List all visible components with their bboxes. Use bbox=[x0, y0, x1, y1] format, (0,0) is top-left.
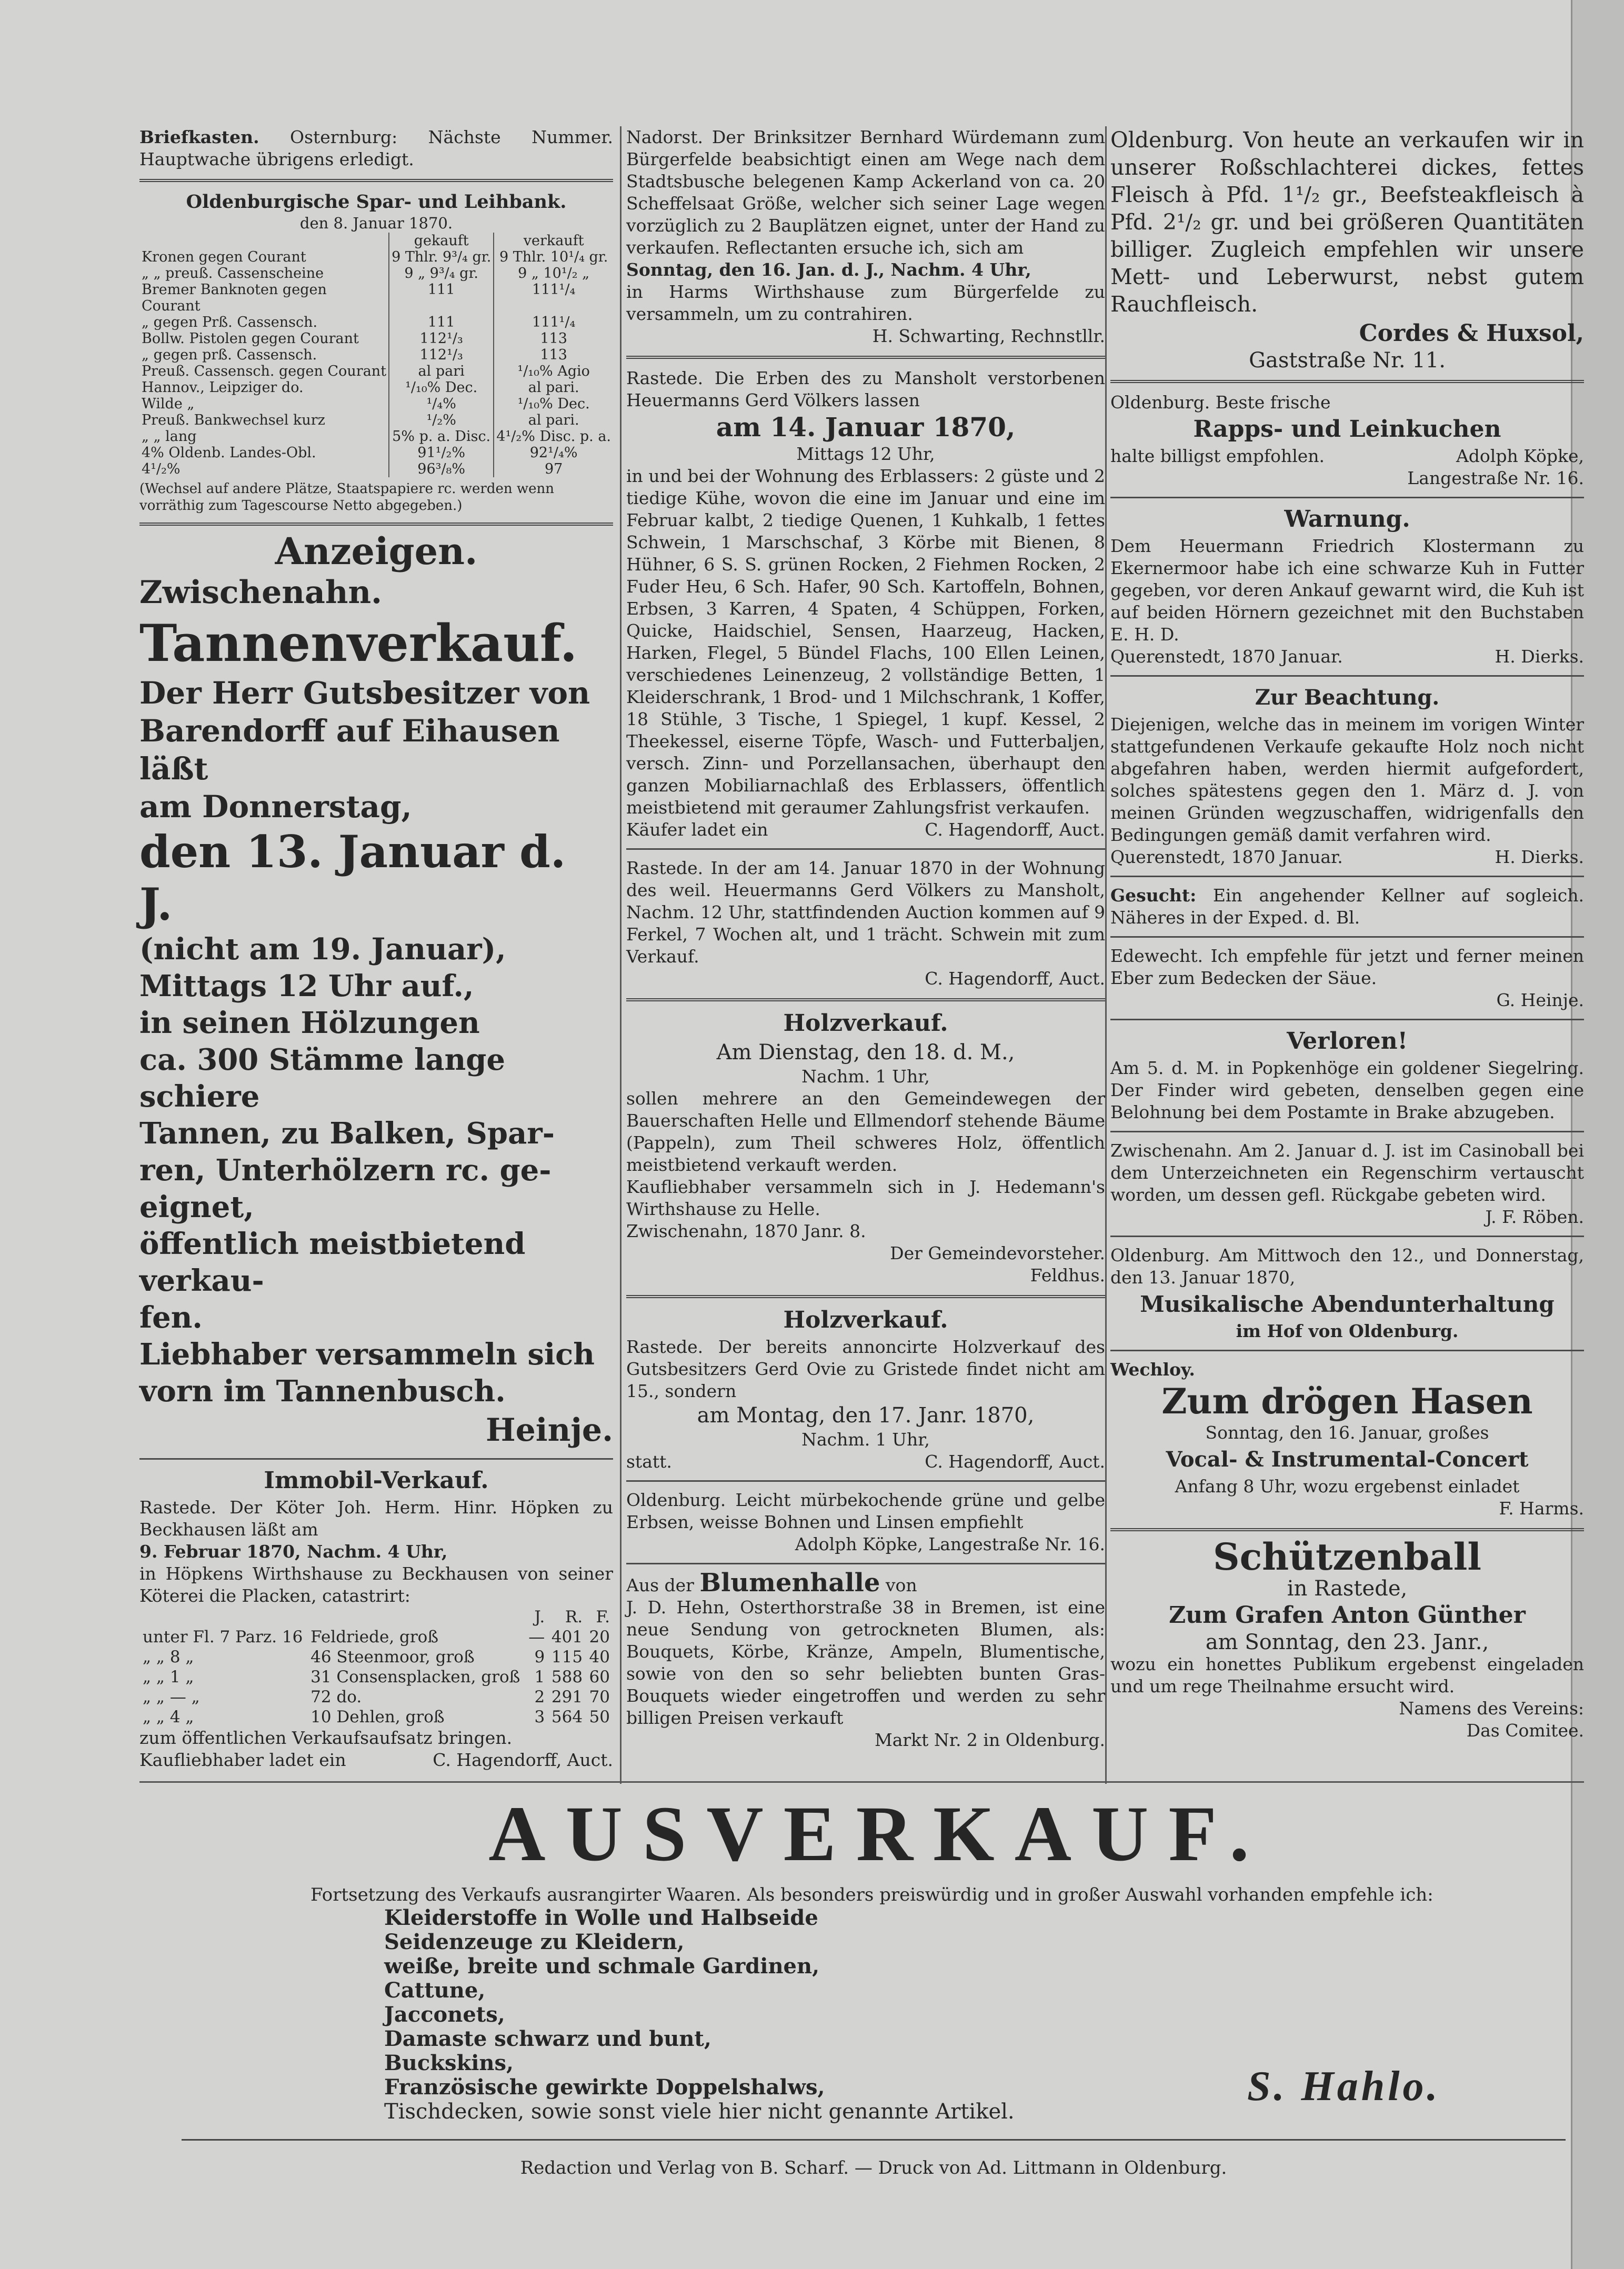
rate-name: „ gegen prß. Cassensch. bbox=[142, 347, 317, 363]
tannen-line: Liebhaber versammeln sich bbox=[139, 1337, 595, 1372]
rate-name: Wilde „ bbox=[142, 396, 195, 412]
rate-name: 4¹/₂% bbox=[142, 461, 181, 477]
tannen-line: fen. bbox=[139, 1300, 203, 1335]
table-row bbox=[139, 347, 613, 363]
holz2-footer bbox=[626, 1451, 1105, 1473]
table-row bbox=[139, 445, 613, 461]
rate-name: 4% Oldenb. Landes-Obl. bbox=[142, 445, 316, 461]
ball-text: wozu ein honettes Publikum ergebenst eingeladen und um rege Theilnahme ersucht wird. bbox=[1110, 1654, 1584, 1696]
table-row bbox=[139, 1647, 613, 1667]
divider bbox=[626, 1295, 1105, 1298]
briefkasten-label: Briefkasten. bbox=[139, 127, 259, 147]
erbsen-signature: Adolph Köpke, Langestraße Nr. 16. bbox=[795, 1534, 1105, 1554]
rate-bought: 112¹/₃ bbox=[389, 330, 494, 347]
table-row bbox=[139, 428, 613, 445]
table-row bbox=[139, 396, 613, 412]
rapps-address: Langestraße Nr. 16. bbox=[1407, 468, 1584, 488]
bank-date: den 8. Januar 1870. bbox=[299, 214, 453, 232]
warnung-text: Dem Heuermann Friedrich Klostermann zu Ekernermoor habe ich eine schwarze Kuh in Futter gegeben, vor deren Ankauf gewarnt wird, die Kuh ist auf beiden Hörnern gezeichnet mit den Buchstaben E. H. D. bbox=[1110, 536, 1584, 645]
table-row bbox=[139, 1687, 613, 1707]
rastede1-footer bbox=[626, 819, 1105, 841]
verloren-text: Am 5. d. M. in Popkenhöge ein goldener Siegelring. Der Finder wird gebeten, denselben gegen eine Belohnung bei dem Postamte in Brake abzugeben. bbox=[1110, 1058, 1584, 1122]
table-row bbox=[139, 282, 613, 314]
column-2 bbox=[626, 126, 1105, 1751]
lot-f: 20 bbox=[589, 1628, 610, 1646]
bank-title: Oldenburgische Spar- und Leihbank. bbox=[186, 191, 567, 213]
immobil-text2: in Höpkens Wirthshause zu Beckhausen von seiner Köterei die Placken, catastrirt: bbox=[139, 1563, 613, 1606]
holz2-text: Rastede. Der bereits annoncirte Holzverkauf des Gutsbesitzers Gerd Ovie zu Gristede findet nicht am 15., sondern bbox=[626, 1337, 1105, 1401]
rastede2-signature: C. Hagendorff, Auct. bbox=[925, 968, 1105, 989]
rapps-pre: Oldenburg. Beste frische bbox=[1110, 392, 1331, 413]
rastede1-signature: C. Hagendorff, Auct. bbox=[925, 819, 1105, 840]
rate-name: „ „ lang bbox=[142, 428, 197, 445]
bank-rates-table bbox=[139, 233, 613, 477]
blumen-text: J. D. Hehn, Osterthorstraße 38 in Bremen, ist eine neue Sendung von getrockneten Blumen, als: Bouquets, Körbe, Kränze, Ampeln, Blumentische, sowie von den so sehr beliebten bunten Gras-Bouquets wieder eingetroffen und werden zu sehr billigen Preisen verkauft bbox=[626, 1597, 1105, 1728]
divider bbox=[139, 1458, 613, 1460]
fleisch-signature: Cordes & Huxsol, bbox=[1359, 320, 1584, 347]
column-1 bbox=[139, 126, 613, 1771]
schirm-signature: J. F. Röben. bbox=[1485, 1207, 1584, 1227]
blumen-pre: Aus der bbox=[626, 1575, 694, 1595]
footer-imprint: Redaction und Verlag von B. Scharf. — Druck von Ad. Littmann in Oldenburg. bbox=[520, 2157, 1227, 2178]
rate-name: Preuß. Bankwechsel kurz bbox=[142, 412, 325, 428]
ball-date: am Sonntag, den 23. Janr., bbox=[1205, 1630, 1489, 1654]
blumen-post: von bbox=[885, 1575, 917, 1595]
holz1-date2: Zwischenahn, 1870 Janr. 8. bbox=[626, 1221, 866, 1241]
divider bbox=[139, 1781, 1584, 1783]
lot-parcel: unter Fl. 7 Parz. 16 bbox=[143, 1628, 303, 1646]
holz2-date: am Montag, den 17. Janr. 1870, bbox=[697, 1403, 1035, 1428]
ausverkauf-item: Jacconets, bbox=[384, 2002, 505, 2027]
rate-sold: 97 bbox=[494, 461, 613, 477]
column-3 bbox=[1110, 126, 1584, 1742]
lot-j: 3 bbox=[534, 1708, 545, 1726]
gesucht bbox=[1110, 885, 1584, 929]
rate-bought: 9 „ 9³/₄ gr. bbox=[389, 265, 494, 282]
rastede1-time: Mittags 12 Uhr, bbox=[796, 444, 935, 464]
table-row bbox=[139, 249, 613, 265]
holz2-title: Holzverkauf. bbox=[783, 1307, 948, 1333]
erbsen-text: Oldenburg. Leicht mürbekochende grüne und gelbe Erbsen, weisse Bohnen und Linsen empfiehlt bbox=[626, 1490, 1105, 1532]
table-row bbox=[139, 314, 613, 330]
divider bbox=[1110, 675, 1584, 677]
lot-j: 2 bbox=[534, 1688, 545, 1706]
rate-sold: 9 „ 10¹/₂ „ bbox=[494, 265, 613, 282]
tannen-line: in seinen Hölzungen bbox=[139, 1006, 480, 1040]
lot-name: Feldriede, groß bbox=[310, 1628, 439, 1646]
holz1-date: Am Dienstag, den 18. d. M., bbox=[716, 1040, 1015, 1065]
warnung-footer bbox=[1110, 646, 1584, 668]
table-header bbox=[139, 233, 613, 249]
divider bbox=[1110, 380, 1584, 383]
rastede1-body: in und bei der Wohnung des Erblassers: 2 güste und 2 tiedige Kühe, wovon die eine im Januar und eine im Februar kalbt, 2 tiedige Quenen, 1 Kuhkalb, 1 fettes Schwein, 1 Marschschaf, 3 Körbe mit Bienen, 8 Hühner, 6 S. S. grünen Rocken, 2 Fiehmen Rocken, 2 Fuder Heu, 6 Sch. Hafer, 90 Sch. Kartoffeln, Bohnen, Erbsen, 3 Karren, 4 Spaten, 4 Schüppen, Forken, Quicke, Haidschiel, Sensen, Haarzeug, Hacken, Harken, Flegel, 5 Bündel Flachs, 100 Ellen Leinen, verschiedenes Leinenzeug, 2 vollständige Betten, 1 Kleiderschrank, 1 Brod- und 1 Milchschrank, 1 Koffer, 18 Stühle, 3 Tische, 1 Spiegel, 1 kupf. Kessel, 2 Theekessel, eiserne Töpfe, Wasch- und Futterbaljen, versch. Zinn- und Porzellansachen, überhaupt den ganzen Mobiliarnachlaß des Erblassers, öffentlich meistbietend mit geraumer Zahlungsfrist verkaufen. bbox=[626, 466, 1105, 818]
rate-name: Kronen gegen Courant bbox=[142, 249, 306, 265]
lot-r: 588 bbox=[551, 1668, 583, 1686]
immobil-text3: zum öffentlichen Verkaufsaufsatz bringen. bbox=[139, 1728, 513, 1748]
beachtung-title: Zur Beachtung. bbox=[1255, 685, 1440, 710]
rapps-signature: Adolph Köpke, bbox=[1456, 446, 1584, 466]
musik-place: im Hof von Oldenburg. bbox=[1236, 1321, 1459, 1341]
col-bought: gekauft bbox=[389, 233, 494, 249]
gesucht-text: Ein angehender Kellner auf sogleich. Näheres in der Exped. d. Bl. bbox=[1110, 885, 1584, 928]
holz1-signature: Der Gemeindevorsteher. bbox=[890, 1243, 1105, 1263]
rapps-footer bbox=[1110, 445, 1584, 467]
rate-bought: 96³/₈% bbox=[389, 461, 494, 477]
holz2-time: Nachm. 1 Uhr, bbox=[801, 1429, 930, 1450]
rate-bought: ¹/₄% bbox=[389, 396, 494, 412]
ausverkauf-item: Damaste schwarz und bunt, bbox=[384, 2026, 711, 2051]
eber-signature: G. Heinje. bbox=[1496, 990, 1584, 1010]
lot-parcel: „ „ 4 „ bbox=[143, 1708, 194, 1726]
bank-note: (Wechsel auf andere Plätze, Staatspapiere rc. werden wenn vorräthig zum Tagescourse Netto abgegeben.) bbox=[139, 481, 554, 514]
nadorst-signature: H. Schwarting, Rechnstllr. bbox=[872, 326, 1105, 346]
holz1-text2: Kaufliebhaber versammeln sich in J. Hedemann's Wirthshause zu Helle. bbox=[626, 1177, 1105, 1219]
lot-r: 564 bbox=[551, 1708, 583, 1726]
rapps-left: halte billigst empfohlen. bbox=[1110, 446, 1325, 466]
rate-sold: 92¹/₄% bbox=[494, 445, 613, 461]
fleisch-address: Gaststraße Nr. 11. bbox=[1249, 348, 1446, 373]
rate-sold: al pari. bbox=[494, 379, 613, 396]
rate-name: Bremer Banknoten gegen Courant bbox=[142, 282, 327, 314]
lot-j: — bbox=[528, 1628, 545, 1646]
divider bbox=[626, 998, 1105, 1001]
col-r: R. bbox=[565, 1608, 583, 1627]
beachtung-footer bbox=[1110, 846, 1584, 868]
divider bbox=[626, 1563, 1105, 1564]
divider bbox=[626, 356, 1105, 359]
rate-sold: ¹/₁₀% Dec. bbox=[494, 396, 613, 412]
ball-signature: Namens des Vereins: bbox=[1399, 1698, 1584, 1719]
tannen-date: den 13. Januar d. J. bbox=[139, 826, 566, 930]
ball-venue: Zum Grafen Anton Günther bbox=[1169, 1602, 1526, 1629]
lot-j: 1 bbox=[534, 1668, 545, 1686]
lot-r: 401 bbox=[551, 1628, 583, 1646]
divider bbox=[1110, 1131, 1584, 1132]
ausverkauf-item: Cattune, bbox=[384, 1978, 486, 2003]
tannen-line: ren, Unterhölzern rc. ge- bbox=[139, 1153, 552, 1188]
ausverkauf-item: weiße, breite und schmale Gardinen, bbox=[384, 1954, 819, 1979]
lot-name: 31 Consensplacken, groß bbox=[310, 1668, 520, 1686]
briefkasten-text: Osternburg: Nächste Nummer. Hauptwache übrigens erledigt. bbox=[139, 127, 613, 169]
hasen-time: Anfang 8 Uhr, wozu ergebenst einladet bbox=[1175, 1476, 1520, 1497]
ball-title: Schützenball bbox=[1213, 1535, 1481, 1579]
lot-f: 40 bbox=[589, 1648, 610, 1666]
rate-bought: ¹/₂% bbox=[389, 412, 494, 428]
musik-text: Oldenburg. Am Mittwoch den 12., und Donnerstag, den 13. Januar 1870, bbox=[1110, 1245, 1584, 1288]
hasen-title2: Vocal- & Instrumental-Concert bbox=[1166, 1447, 1529, 1472]
ausverkauf-item: Kleiderstoffe in Wolle und Halbseide bbox=[384, 1905, 818, 1930]
immobil-footer bbox=[139, 1749, 613, 1771]
tannen-line: ca. 300 Stämme lange schiere bbox=[139, 1042, 506, 1114]
tannen-line: Tannen, zu Balken, Spar- bbox=[139, 1116, 555, 1151]
tannen-place: Zwischenahn. bbox=[139, 574, 382, 611]
col-f: F. bbox=[596, 1608, 610, 1627]
col-j: J. bbox=[534, 1608, 545, 1627]
ausverkauf-intro: Fortsetzung des Verkaufs ausrangirter Waaren. Als besonders preiswürdig und in großer Auswahl vorhanden empfehle ich: bbox=[310, 1884, 1433, 1905]
divider bbox=[1110, 936, 1584, 938]
tannen-signature: Heinje. bbox=[485, 1412, 613, 1449]
rate-sold: 4¹/₂% Disc. p. a. bbox=[494, 428, 613, 445]
divider bbox=[1110, 1528, 1584, 1531]
table-row bbox=[139, 412, 613, 428]
rate-bought: ¹/₁₀% Dec. bbox=[389, 379, 494, 396]
blumen-signature: Markt Nr. 2 in Oldenburg. bbox=[874, 1730, 1105, 1750]
table-row bbox=[139, 1707, 613, 1727]
table-row bbox=[139, 461, 613, 477]
divider bbox=[626, 848, 1105, 850]
tannen-line: öffentlich meistbietend verkau- bbox=[139, 1227, 526, 1298]
immobil-date: 9. Februar 1870, Nachm. 4 Uhr, bbox=[139, 1541, 448, 1562]
lot-f: 50 bbox=[589, 1708, 610, 1726]
divider bbox=[1110, 876, 1584, 877]
hasen-signature: F. Harms. bbox=[1499, 1498, 1584, 1519]
immobil-text: Rastede. Der Köter Joh. Herm. Hinr. Höpken zu Beckhausen läßt am bbox=[139, 1497, 613, 1540]
rastede1-footer-left: Käufer ladet ein bbox=[626, 819, 768, 840]
holz1-signature2: Feldhus. bbox=[1030, 1265, 1105, 1286]
anzeigen-heading: Anzeigen. bbox=[275, 529, 478, 573]
beachtung-place: Querenstedt, 1870 Januar. bbox=[1110, 847, 1343, 867]
rate-sold: 113 bbox=[494, 330, 613, 347]
col-sold: verkauft bbox=[494, 233, 613, 249]
rate-name: „ „ preuß. Cassenscheine bbox=[142, 265, 324, 282]
footer-rule bbox=[182, 2139, 1566, 2141]
divider bbox=[139, 523, 613, 526]
table-row bbox=[139, 265, 613, 282]
tannen-title: Tannenverkauf. bbox=[139, 614, 578, 673]
rate-bought: 9 Thlr. 9³/₄ gr. bbox=[389, 249, 494, 265]
blumen-heading bbox=[626, 1568, 1105, 1598]
tannen-line: Mittags 12 Uhr auf., bbox=[139, 969, 474, 1003]
rate-bought: al pari bbox=[389, 363, 494, 379]
table-row bbox=[139, 1627, 613, 1647]
divider bbox=[1110, 1350, 1584, 1351]
musik-title: Musikalische Abendunterhaltung bbox=[1140, 1291, 1555, 1317]
lot-j: 9 bbox=[534, 1648, 545, 1666]
rate-name: „ gegen Prß. Cassensch. bbox=[142, 314, 318, 330]
bank-table-block bbox=[139, 190, 613, 514]
rastede1-text: Rastede. Die Erben des zu Mansholt verstorbenen Heuermanns Gerd Völkers lassen bbox=[626, 368, 1105, 410]
ausverkauf-signature: S. Hahlo. bbox=[1247, 2063, 1441, 2110]
tannen-line: eignet, bbox=[139, 1190, 254, 1224]
tannen-line: am Donnerstag, bbox=[139, 789, 412, 825]
lot-parcel: „ „ 8 „ bbox=[143, 1648, 194, 1666]
rate-sold: 9 Thlr. 10¹/₄ gr. bbox=[494, 249, 613, 265]
table-row bbox=[139, 363, 613, 379]
holz2-footer-left: statt. bbox=[626, 1451, 672, 1472]
fleisch-text: Oldenburg. Von heute an verkaufen wir in unserer Roßschlachterei dickes, fettes Fleisch à Pfd. 1¹/₂ gr., Beefsteakfleisch à Pfd. 2¹/₂ gr. und bei größeren Quantitäten billiger. Zugleich empfehlen wir unsere Mett- und Leberwurst, nebst gutem Rauchfleisch. bbox=[1110, 127, 1584, 317]
rate-sold: ¹/₁₀% Agio bbox=[494, 363, 613, 379]
lot-f: 60 bbox=[589, 1668, 610, 1686]
rate-name: Bollw. Pistolen gegen Courant bbox=[142, 330, 359, 347]
divider bbox=[1110, 1019, 1584, 1020]
lot-r: 291 bbox=[551, 1688, 583, 1706]
tannen-line: Barendorff auf Eihausen läßt bbox=[139, 713, 560, 787]
lot-name: 46 Steenmoor, groß bbox=[310, 1648, 475, 1666]
warnung-signature: H. Dierks. bbox=[1495, 646, 1584, 667]
rastede1-date: am 14. Januar 1870, bbox=[716, 411, 1016, 443]
hasen-text: Sonntag, den 16. Januar, großes bbox=[1205, 1422, 1489, 1443]
warnung-title: Warnung. bbox=[1284, 506, 1410, 533]
nadorst-date: Sonntag, den 16. Jan. d. J., Nachm. 4 Uhr, bbox=[626, 259, 1031, 280]
nadorst-text2: in Harms Wirthshause zum Bürgerfelde zu versammeln, um zu contrahiren. bbox=[626, 282, 1105, 324]
schirm-text: Zwischenahn. Am 2. Januar d. J. ist im Casinoball bei dem Unterzeichneten ein Regenschirm vertauscht worden, um dessen gefl. Rückgabe gebeten wird. bbox=[1110, 1140, 1584, 1205]
rate-bought: 5% p. a. Disc. bbox=[389, 428, 494, 445]
lot-r: 115 bbox=[551, 1648, 583, 1666]
ball-place: in Rastede, bbox=[1287, 1577, 1408, 1601]
verloren-title: Verloren! bbox=[1287, 1028, 1408, 1055]
lot-name: 72 do. bbox=[310, 1688, 362, 1706]
ausverkauf-item: Buckskins, bbox=[384, 2051, 514, 2075]
rate-sold: 113 bbox=[494, 347, 613, 363]
ausverkauf-title: AUSVERKAUF. bbox=[488, 1790, 1269, 1878]
beachtung-text: Diejenigen, welche das in meinem im vorigen Winter stattgefundenen Verkaufe gekaufte Holz noch nicht abgefahren haben, werden hiermit aufgefordert, solches spätestens gegen den 1. März d. J. von meinen Gründen wegzuschaffen, widrigenfalls den Bedingungen gemäß damit verfahren wird. bbox=[1110, 714, 1584, 845]
immobil-title: Immobil-Verkauf. bbox=[264, 1467, 489, 1494]
lot-name: 10 Dehlen, groß bbox=[310, 1708, 445, 1726]
briefkasten bbox=[139, 126, 613, 170]
holz2-signature: C. Hagendorff, Auct. bbox=[925, 1451, 1105, 1472]
rate-sold: 111¹/₄ bbox=[494, 314, 613, 330]
tannen-line: vorn im Tannenbusch. bbox=[139, 1374, 506, 1409]
rate-name: Preuß. Cassensch. gegen Courant bbox=[142, 363, 387, 379]
divider bbox=[1110, 1236, 1584, 1237]
table-row bbox=[139, 330, 613, 347]
immobil-footer-left: Kaufliebhaber ladet ein bbox=[139, 1750, 346, 1770]
table-row bbox=[139, 1667, 613, 1687]
immobil-footer-right: C. Hagendorff, Auct. bbox=[433, 1750, 613, 1770]
holz1-time: Nachm. 1 Uhr, bbox=[801, 1066, 930, 1087]
ball-signature2: Das Comitee. bbox=[1466, 1720, 1584, 1741]
lot-parcel: „ „ — „ bbox=[143, 1688, 200, 1706]
column-rule-1 bbox=[620, 126, 621, 1784]
lot-f: 70 bbox=[589, 1688, 610, 1706]
divider bbox=[139, 179, 613, 182]
warnung-place: Querenstedt, 1870 Januar. bbox=[1110, 646, 1343, 667]
divider bbox=[1110, 497, 1584, 498]
rate-sold: al pari. bbox=[494, 412, 613, 428]
holz1-text: sollen mehrere an den Gemeindewegen der Bauerschaften Helle und Ellmendorf stehende Bäume (Pappeln), zum Theil schweres Holz, öffentlich meistbietend verkauft werden. bbox=[626, 1088, 1105, 1175]
divider bbox=[626, 1480, 1105, 1482]
ausverkauf-item: Französische gewirkte Doppelshalws, bbox=[384, 2075, 825, 2100]
nadorst-text: Nadorst. Der Brinksitzer Bernhard Würdemann zum Bürgerfelde beabsichtigt einen am Wege nach dem Stadtsbusche belegenen Kamp Ackerland von ca. 20 Scheffelsaat Größe, welcher sich seiner Lage wegen vorzüglich zu 2 Bauplätzen eignet, unter der Hand zu verkaufen. Reflectanten ersuche ich, sich am bbox=[626, 127, 1105, 258]
ausverkauf-item: Tischdecken, sowie sonst viele hier nicht genannte Artikel. bbox=[384, 2100, 1015, 2124]
rapps-title: Rapps- und Leinkuchen bbox=[1193, 416, 1501, 443]
holz1-title: Holzverkauf. bbox=[783, 1010, 948, 1037]
rate-bought: 91¹/₂% bbox=[389, 445, 494, 461]
blumen-title: Blumenhalle bbox=[699, 1568, 880, 1598]
hasen-title: Zum drögen Hasen bbox=[1161, 1381, 1533, 1422]
hasen-pre: Wechloy. bbox=[1110, 1359, 1195, 1380]
table-header bbox=[139, 1607, 613, 1627]
immobil-lots-table bbox=[139, 1607, 613, 1727]
rate-bought: 112¹/₃ bbox=[389, 347, 494, 363]
lot-parcel: „ „ 1 „ bbox=[143, 1668, 194, 1686]
eber-text: Edewecht. Ich empfehle für jetzt und ferner meinen Eber zum Bedecken der Säue. bbox=[1110, 946, 1584, 988]
rate-bought: 111 bbox=[389, 282, 494, 314]
gesucht-label: Gesucht: bbox=[1110, 885, 1197, 906]
table-row bbox=[139, 379, 613, 396]
beachtung-signature: H. Dierks. bbox=[1495, 847, 1584, 867]
ausverkauf-item: Seidenzeuge zu Kleidern, bbox=[384, 1930, 685, 1954]
column-rule-2 bbox=[1105, 126, 1107, 1784]
tannen-line: Der Herr Gutsbesitzer von bbox=[139, 675, 590, 711]
tannen-line: (nicht am 19. Januar), bbox=[139, 932, 506, 967]
rate-sold: 111¹/₄ bbox=[494, 282, 613, 314]
rate-bought: 111 bbox=[389, 314, 494, 330]
rastede2-text: Rastede. In der am 14. Januar 1870 in der Wohnung des weil. Heuermanns Gerd Völkers zu Mansholt, Nachm. 12 Uhr, stattfindenden Auction kommen auf 9 Ferkel, 7 Wochen alt, und 1 trächt. Schwein mit zum Verkauf. bbox=[626, 858, 1105, 967]
rate-name: Hannov., Leipziger do. bbox=[142, 379, 304, 396]
